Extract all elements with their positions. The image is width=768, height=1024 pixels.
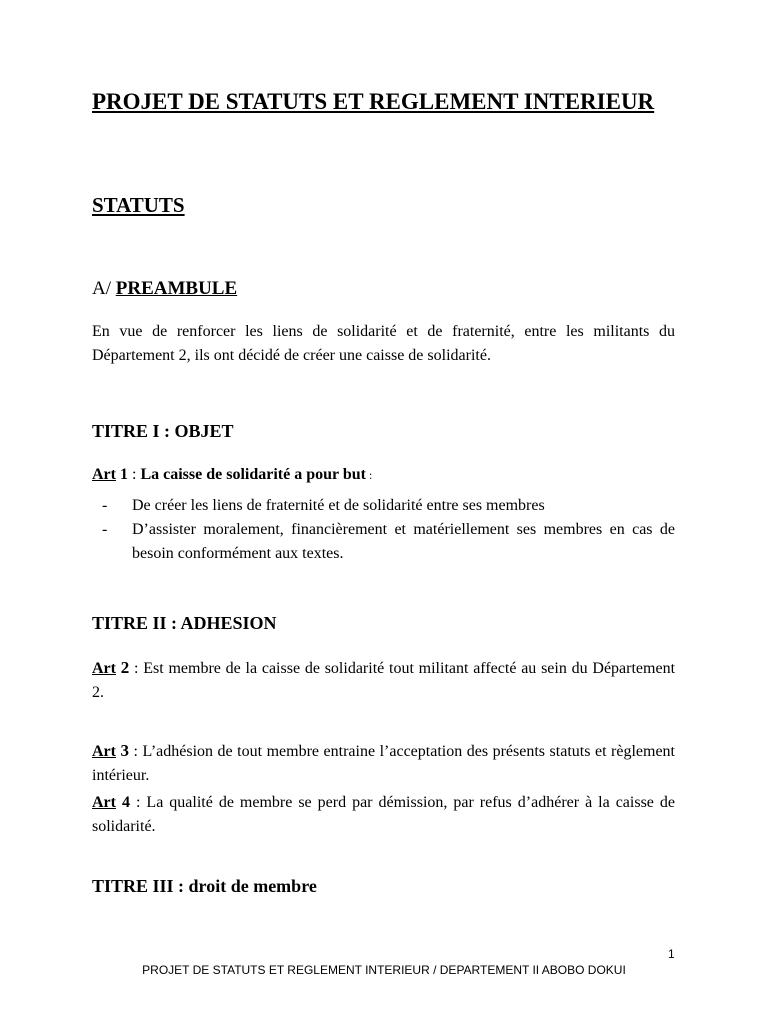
article-1: Art 1 : La caisse de solidarité a pour but : [92,466,373,483]
article-1-bullets [92,494,675,566]
titre3-heading: TITRE III : droit de membre [92,876,317,896]
list-item: - De créer les liens de fraternité et de solidarité entre ses membres [102,497,545,514]
titre1-heading: TITRE I : OBJET [92,421,234,441]
article-3: Art 3 : L’adhésion de tout membre entraine l’acceptation des présents statuts et règlement intérieur. [92,741,676,784]
article-4: Art 4 : La qualité de membre se perd par démission, par refus d’adhérer à la caisse de solidarité. [92,794,675,835]
page-footer: PROJET DE STATUTS ET REGLEMENT INTERIEUR / DEPARTEMENT II ABOBO DOKUI [142,963,626,977]
page-number: 1 [668,947,675,961]
preambule-heading [92,278,237,300]
list-item: - D’assister moralement, financièrement et matériellement ses membres en cas de besoin conformément aux textes. [102,521,675,562]
document-title: PROJET DE STATUTS ET REGLEMENT INTERIEUR [92,89,655,114]
titre2-heading: TITRE II : ADHESION [92,613,277,633]
article-1-text: La caisse de solidarité a pour but [140,466,366,483]
statuts-heading: STATUTS [92,193,185,217]
preambule-prefix: A/ [92,278,111,299]
preambule-label: PREAMBULE [115,278,238,299]
article-1-label: Art 1 [92,466,128,483]
article-2: Art 2 : Est membre de la caisse de solidarité tout militant affecté au sein du Département 2. [92,658,676,701]
preambule-paragraph: En vue de renforcer les liens de solidarité et de fraternité, entre les militants du Département 2, ils ont décidé de créer une caisse de solidarité. [92,323,675,364]
